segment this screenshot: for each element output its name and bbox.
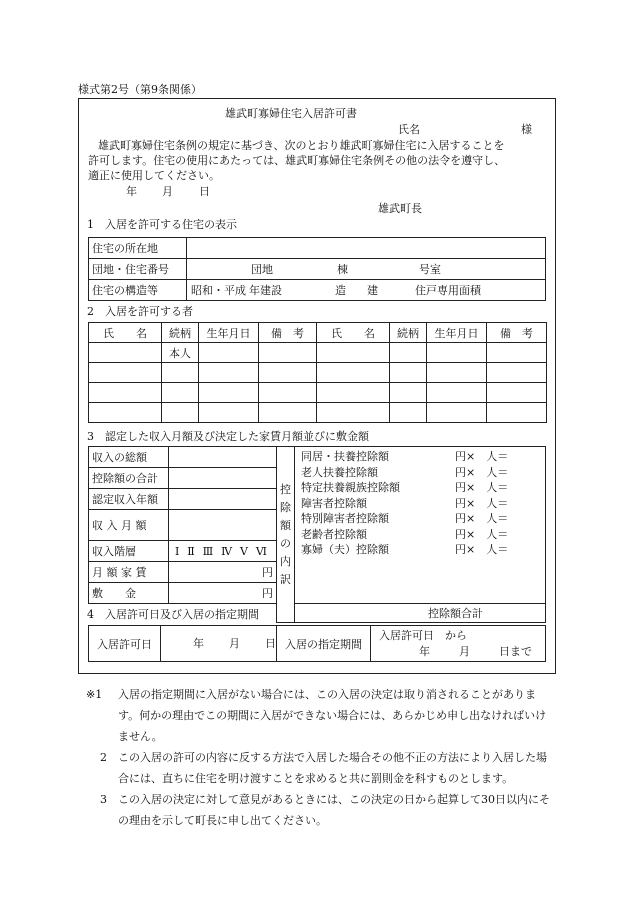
deduction-calc: 円× 人＝ [455,450,509,463]
deduction-name: 老齢者控除額 [301,527,367,541]
permit-date-label: 入居許可日 [89,626,161,662]
note-2 [86,747,556,789]
period-month: 月 [459,645,470,658]
addressee-name-label: 氏名 [398,123,420,136]
housing-location-label: 住宅の所在地 [89,238,187,259]
deduction-breakdown-char: 訳 [280,572,291,586]
col-remarks-1: 備 考 [259,323,317,343]
residents-table [88,322,547,423]
income-class-option: Ⅰ [175,544,180,558]
table-row [89,383,547,403]
deduction-breakdown-char: 控 [280,482,291,496]
col-name-1: 氏 名 [89,323,162,343]
income-class-option: Ⅵ [255,544,267,558]
deduction-list [295,447,546,604]
document-title: 雄武町寡婦住宅入居許可書 [225,107,357,120]
deduction-breakdown-char: 額 [280,518,291,532]
deduction-grand-total: 控除額合計 [295,604,546,623]
section-2-heading: 2 入居を許可する者 [87,305,193,318]
certified-income-label: 認定収入年額 [89,489,169,510]
permit-date-value [161,626,277,662]
housing-structure-value [187,280,546,301]
deduction-item [301,480,539,496]
deduction-breakdown-char: 除 [280,500,291,514]
deduction-calc: 円× 人＝ [455,512,509,525]
income-class-option: Ⅳ [221,544,233,558]
col-name-2: 氏 名 [317,323,390,343]
deduction-calc: 円× 人＝ [455,496,509,510]
table-row [89,343,547,363]
housing-structure-label: 住宅の構造等 [89,280,187,301]
note-3-text: この入居の決定に対して意見があるときには、この決定の日から起算して30日以内にその理由を示して町長に申し出てください。 [118,793,550,827]
permit-day: 日 [265,637,276,650]
deduction-item [301,496,539,512]
period-from: 入居許可日 から [379,629,467,642]
col-relation-1: 続柄 [162,323,199,343]
deduction-calc: 円× 人＝ [455,481,509,494]
col-birthdate-2: 生年月日 [427,323,487,343]
deduction-name: 特別障害者控除額 [301,512,389,525]
note-1-number: ※1 [86,688,103,701]
income-class-option: Ⅲ [202,544,214,558]
deduction-name: 同居・扶養控除額 [301,450,389,463]
deduction-item [301,465,539,481]
deduction-item [301,449,539,465]
table-row [89,403,547,423]
deduction-name: 障害者控除額 [301,496,367,510]
rent-yen: 円 [169,562,277,583]
monthly-rent-label: 月 額 家 賃 [89,562,169,583]
income-class-option: Ⅱ [187,544,195,558]
deposit-label: 敷 金 [89,583,169,604]
note-2-text: この入居の許可の内容に反する方法で入居した場合その他不正の方法により入居した場合には、直ちに住宅を明け渡すことを求めると共に罰則金を科すものとします。 [118,751,547,785]
zou-text: 造 [335,284,346,297]
ken-text: 建 [367,284,378,297]
income-table [88,446,546,623]
period-value [371,626,546,662]
section-4-heading: 4 入居許可日及び入居の指定期間 [87,608,259,621]
note-2-number: 2 [100,751,107,764]
permit-year: 年 [193,637,204,650]
housing-location-value [187,238,546,259]
deduction-item [301,542,539,558]
deduction-item [301,527,539,543]
date-year: 年 [126,185,137,198]
deduction-calc: 円× 人＝ [455,465,509,479]
goushitsu-text: 号室 [419,263,441,276]
deduction-name: 寡婦（夫）控除額 [301,543,389,556]
date-day: 日 [199,185,210,198]
danchi-text: 団地 [251,263,273,276]
deduction-calc: 円× 人＝ [455,543,509,556]
period-table [88,625,546,662]
col-birthdate-1: 生年月日 [199,323,259,343]
table-row [89,363,547,383]
note-1-text: 入居の指定期間に入居がない場合には、この入居の決定は取り消されることがあります。何かの理由でこの期間に入居ができない場合には、あらかじめ申し出なければいけません。 [118,688,547,743]
section-1-heading: 1 入居を許可する住宅の表示 [87,218,237,231]
deduction-total-label: 控除額の合計 [89,468,169,489]
built-text: 年建設 [249,284,282,297]
form-number: 様式第2号（第9条関係） [78,83,202,96]
notes [86,684,556,831]
income-class-option: Ⅴ [240,544,248,558]
deduction-item [301,511,539,527]
tou-text: 棟 [337,263,348,276]
note-1 [86,684,556,747]
col-relation-2: 続柄 [390,323,427,343]
period-year: 年 [419,645,430,658]
section-3-heading: 3 認定した収入月額及び決定した家賃月額並びに敷金額 [87,430,369,443]
deduction-name: 老人扶養控除額 [301,465,378,479]
era-text: 昭和・平成 [191,284,246,297]
deduction-breakdown-label [277,447,295,623]
issuer: 雄武町長 [378,202,422,215]
body-text-line-2: 許可します。住宅の使用にあたっては、雄武町寡婦住宅条例その他の法令を遵守し、 [88,154,506,167]
body-text-line-3: 適正に使用してください。 [88,169,220,182]
date-month: 月 [162,185,173,198]
deduction-breakdown-text [280,481,291,589]
deduction-calc: 円× 人＝ [455,527,509,541]
income-total-label: 収入の総額 [89,447,169,468]
deduction-breakdown-char: 内 [280,554,291,568]
income-class-label: 収入階層 [89,541,169,562]
housing-table [88,237,546,301]
col-remarks-2: 備 考 [487,323,547,343]
note-3 [86,789,556,831]
deduction-name: 特定扶養親族控除額 [301,481,400,494]
housing-number-value [187,259,546,280]
income-class-values [169,541,277,562]
relation-self: 本人 [162,343,199,363]
body-text-line-1: 雄武町寡婦住宅条例の規定に基づき、次のとおり雄武町寡婦住宅に入居することを [98,139,505,152]
deduction-breakdown-char: の [280,536,291,550]
addressee-honorific: 様 [521,123,532,136]
note-3-number: 3 [100,793,107,806]
deposit-yen: 円 [169,583,277,604]
housing-number-label: 団地・住宅番号 [89,259,187,280]
period-until: 日まで [499,645,532,658]
monthly-income-label: 収 入 月 額 [89,510,169,541]
area-text: 住戸専用面積 [415,284,481,297]
permit-month: 月 [229,637,240,650]
period-label: 入居の指定期間 [277,626,371,662]
